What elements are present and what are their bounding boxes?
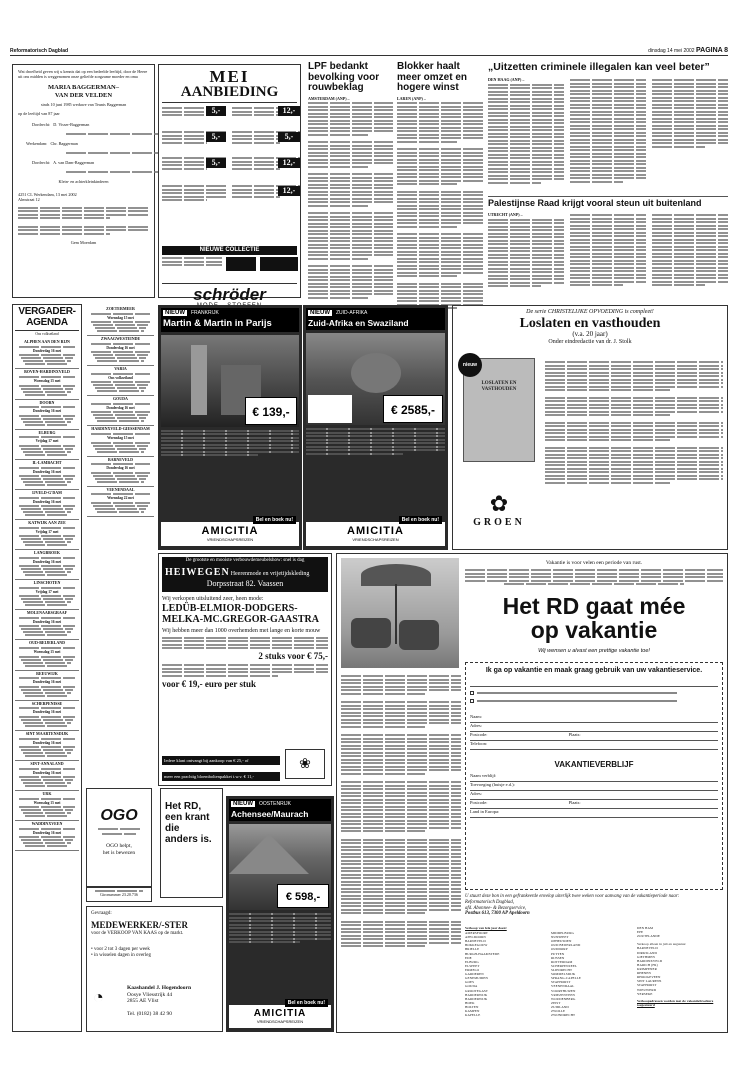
- verkoop-location: APELDOORN: [465, 935, 486, 940]
- verkoop-location: RIJSSEN: [551, 955, 565, 960]
- option-checkbox-1[interactable]: [470, 691, 474, 695]
- agenda-date: Donderdag 16 mei: [32, 499, 62, 504]
- book-cover: LOSLATEN EN VASTHOUDEN nieuw: [463, 358, 535, 462]
- agenda-item: [15, 791, 79, 821]
- verkoop-location: BRIELLE: [465, 947, 480, 952]
- agenda-item: [15, 550, 79, 580]
- agenda-date: Donderdag 16 mei: [32, 740, 62, 745]
- verkoop-location: OPHEUSDEN: [551, 939, 572, 944]
- verkoop-location: ZWIJNDRECHT: [551, 1013, 576, 1018]
- ogo-giro: Gironummer 23.20.736: [86, 886, 152, 902]
- travel-photo: € 598,-: [229, 824, 331, 910]
- verkoop-location: OUD BEIJERLAND: [551, 943, 581, 948]
- date-range-field[interactable]: [470, 679, 718, 687]
- verkoop-location: Verkoop alleen in juli en augustus:: [637, 942, 687, 947]
- agenda-date: Vrijdag 17 mei: [35, 529, 59, 534]
- verkoop-location: VOORTHUIZEN: [551, 988, 576, 993]
- verkoop-location: MIDDELBURG: [551, 931, 574, 935]
- nieuw-badge: nieuw: [458, 353, 482, 377]
- agenda-item: [15, 460, 79, 490]
- verkoop-location: ELBURG: [465, 959, 479, 964]
- agenda-place: REEUWIJK: [36, 670, 58, 676]
- vakantie-ad: Vakantie is voor velen een periode van rust. Het RD gaat mée op vakantie Wij wensen u alvast een prettige vakantie toe! Ik ga op vakantie en maak graag gebruik van uw vakantieservice. Naam: Adres: Postcode: Plaats: Telefoon: VAKANTIEVERBLIJF Naam verblijf: Toevoeging (huisje e.d.): Adres: Postcode: Plaats: Land in Europa: U stuurt deze bon in een gefrankeerde envelop uiterlijk twee weken voor aanvang van de vakantieperiode naar: Reformatorisch Dagblad, afd. Abonnee- & Bezorgservice, Postbus 613, 7300 AP Apeldoorn Verkoop van fele jaar doen! AMERSFOORT APELDOORN BARNEVELD BOKKEGOUW BRIELLE BURGH-HAAMSTEDE EDE ELBURG ELSPEET ERMELO GARDEREN GENEMUIDEN GOES GOUDA GROOTEGAST HARDERWIJK HARDERWIJK HOEK HOLTEN KAMPEN KAPELLE MIDDELBURG NUNSPEET OPHEUSDEN OUD BEIJERLAND OUDDORP PUTTEN RIJSSEN ROTTERDAM SCHERPENZEEL SLIEDRECHT SOMMELSDIJK SPRANG-CAPELLE STAPHORST VEENENDAAL VOORTHUIZEN VRIEZENVEEN WOUDENBERG ZEIST ZUIDLAND ZWOLLE ZWIJNDRECHT DEN HAM EPE ZOUTELANDE Verkoop alleen in juli en augustus: BARNEVELD DIRKSLAND GIETHMEN HARDINXVELD HARICH (FR) KRIMPENER RHENEN RHOOGEVEEN SINT LAURENS STAPHORST WIEUWERD YERSEKE Verkoopadressen worden met de vakantiebrochure toegestuurd: [336, 553, 728, 1033]
- verkoop-location: GOUDA: [465, 984, 478, 989]
- date-page: dinsdag 14 mei 2002 PAGINA 8: [648, 47, 728, 54]
- ogo-logo: OGO: [100, 807, 138, 824]
- agenda-item: [87, 457, 154, 487]
- verkoop-location: HARDINXVELD: [637, 958, 663, 963]
- agenda-place: IJVELD-G'DAM: [32, 489, 62, 495]
- agenda-item: [15, 400, 79, 430]
- verkoop-location: ELSPEET: [465, 963, 480, 968]
- agenda-place: HARDINXVELD-GIESSENDAM: [91, 426, 150, 432]
- verkoop-location: KRIMPENER: [637, 966, 657, 971]
- article-palestijnse-raad: Palestijnse Raad krijgt vooral steun uit buitenland UTRECHT (ANP) –: [488, 196, 728, 300]
- agenda-place: VARIA: [114, 366, 127, 372]
- agenda-place: OUD-BEIJERLAND: [28, 640, 65, 646]
- verkoop-location: EDE: [465, 955, 472, 960]
- amicitia-logo: AMICITIA: [347, 525, 404, 538]
- amicitia-logo: AMICITIA: [201, 525, 259, 538]
- verkoop-location: ZEIST: [551, 1000, 561, 1005]
- travel-photo: € 2585,-: [306, 333, 445, 425]
- agenda-place: BARNEVELD: [107, 456, 134, 462]
- verkoop-location: RHOOGEVEEN: [637, 975, 661, 980]
- verkoop-location: BARNEVELD: [637, 946, 658, 951]
- agenda-item: [87, 487, 154, 517]
- agenda-date: Woensdag 15 mei: [107, 315, 134, 320]
- agenda-item: [15, 490, 79, 520]
- job-ad-kaashandel: Gevraagd: MEDEWERKER/-STER voor de VERKOOP VAN KAAS op de markt. • voor 2 tot 3 dagen per week • in wisselen dagen in overleg ◔ Kaashandel J. Hogendoorn Oosye Vliesstrijk 44 2855 AE Vlist Tel. (0182) 38 42 90: [86, 906, 223, 1032]
- verblijf-address-field[interactable]: Adres:: [470, 791, 718, 800]
- agenda-date: Donderdag 16 mei: [106, 406, 135, 411]
- agenda-item: [15, 520, 79, 550]
- agenda-date: Donderdag 16 mei: [32, 620, 62, 625]
- verkoop-location: HARICH (FR): [637, 962, 658, 967]
- verkoop-location: STAPHORST: [551, 980, 571, 985]
- agenda-item: [15, 821, 79, 851]
- verkoop-location: BURGH-HAAMSTEDE: [465, 951, 500, 956]
- groen-logo: ✿ GROEN: [463, 491, 535, 541]
- agenda-date: Woensdag 15 mei: [33, 800, 61, 805]
- verkoop-location: HARDERWIJK: [465, 996, 488, 1001]
- agenda-item: [15, 731, 79, 761]
- verkoop-location: SOMMELSDIJK: [551, 972, 576, 977]
- agenda-item: [87, 336, 154, 366]
- newspaper-name: Reformatorisch Dagblad: [10, 48, 69, 54]
- verkoop-location: SLIEDRECHT: [551, 967, 573, 972]
- verkoop-location: ZUIDLAND: [551, 1004, 569, 1009]
- verkoop-location: BARNEVELD: [465, 939, 486, 944]
- verkoop-location: VRIEZENVEEN: [551, 992, 575, 997]
- verkoop-location: ROTTERDAM: [551, 959, 573, 964]
- agenda-place: ZWAAGWESTEINDE: [100, 336, 141, 342]
- verblijf-name-field[interactable]: Naam verblijf:: [470, 773, 718, 782]
- agenda-col2: [85, 304, 156, 784]
- verkoop-location: GROOTEGAST: [465, 988, 488, 993]
- agenda-item: [15, 339, 79, 369]
- agenda-date: Donderdag 16 mei: [32, 830, 62, 835]
- phone-field[interactable]: Telefoon:: [470, 741, 718, 750]
- agenda-item: [15, 701, 79, 731]
- agenda-place: SCHERPENISSE: [31, 700, 63, 706]
- agenda-date: Woensdag 15 mei: [33, 379, 61, 384]
- agenda-item: [87, 366, 154, 396]
- tree-icon: ✿: [489, 491, 509, 516]
- article-illegalen: „Uitzetten criminele illegalen kan veel beter” DEN HAAG (ANP) –: [488, 62, 728, 194]
- verkoop-location: NUNSPEET: [551, 935, 569, 940]
- page-header: [10, 46, 728, 56]
- agenda-item: [15, 580, 79, 610]
- flower-icon: ❀: [285, 749, 325, 779]
- verkoop-location: HOEK: [465, 1000, 475, 1005]
- agenda-date: Donderdag 16 mei: [106, 345, 135, 350]
- agenda-date: Ons volkseiland: [108, 376, 133, 381]
- agenda-item: [15, 761, 79, 791]
- verkoop-location: KAPELLE: [465, 1013, 481, 1018]
- verkoop-location: GENEMUIDEN: [465, 976, 488, 981]
- books-ad-loslaten: De serie CHRISTELIJKE OPVOEDING is compleet! Loslaten en vasthouden (v.a. 20 jaar) Onder eindredactie van dr. J. Stolk LOSLATEN EN VASTHOUDEN nieuw ✿ GROEN: [452, 305, 728, 550]
- verkoop-location: RHENEN: [637, 971, 651, 976]
- bel-en-boek-button[interactable]: Bel en boek nu!: [399, 516, 442, 524]
- postcode-field[interactable]: Postcode: Plaats:: [470, 732, 718, 741]
- verkoop-location: SCHERPENZEEL: [551, 963, 578, 968]
- address-field[interactable]: Adres:: [470, 723, 718, 732]
- vakantie-photo: [341, 558, 459, 668]
- agenda-item: [15, 640, 79, 670]
- agenda-place: IL-LAMBACHT: [32, 459, 62, 465]
- verkoop-location: HARDERWIJK: [465, 992, 488, 997]
- agenda-date: Donderdag 16 mei: [106, 466, 135, 471]
- article-blokker: Blokker haalt meer omzet en hogere winst LAREN (ANP) –: [397, 62, 483, 300]
- travel-ad-frankrijk: NIEUW FRANKRIJK Martin & Martin in Parijs € 139,- Bel en boek nu! AMICITIA VRIENDSCHAPSREIZEN: [158, 305, 302, 550]
- agenda-place: VEENENDAAL: [106, 486, 135, 492]
- verkoop-location: ERMELO: [465, 967, 480, 972]
- verkoop-location: HOLTEN: [465, 1004, 479, 1009]
- heiwegen-ad: De grootste en mooiste verbouwdemeubelshow: snel is dag HEIWEGEN Heerenmode en vrijetijdskleding Dorpsstraat 82. Vaassen Wij verkopen uitsluitend zeer, heen mode: LEDÜB-ELMIOR-DODGERS-MELKA-MC.GREGOR-GAASTRA Wij hebben meer dan 1000 overhemden met lange en korte mouw 2 stuks voor € 75,- voor € 19,- euro per stuk Iedere klant ontvangt bij aankoop van € 25,- of meer een prachtig bloemboltenpakket t.w.v. € 11,- ❀: [158, 553, 332, 786]
- agenda-date: Donderdag 16 mei: [32, 680, 62, 685]
- agenda-date: Donderdag 16 mei: [32, 469, 62, 474]
- amicitia-logo: AMICITIA: [253, 1008, 307, 1020]
- agenda-item: [87, 396, 154, 426]
- verkoop-location: WIEUWERD: [637, 987, 657, 992]
- verkoop-location: OUDDORP: [551, 947, 568, 952]
- agenda-item: [15, 671, 79, 701]
- verkoop-location: SPRANG-CAPELLE: [551, 976, 581, 981]
- land-field[interactable]: Land in Europa:: [470, 809, 718, 818]
- verkoop-location: STAPHORST: [637, 983, 657, 988]
- verkoop-location: ZOUTELANDE: [637, 934, 660, 939]
- family-notice: Wat droefheid geven wij u kennis dat op een bedeelde leeftijd, door de Heere uit ons midden is weggenomen onze geliefde zorgzame moeder en oma MARIA BAGGERMAN– VAN DER VELDEN sinds 10 juni 1985 weduwe van Teunis Baggerman op de leeftijd van 87 jaar Dordrecht: D. Visser-Baggerman Werkendam: Chr. Baggerman Dordrecht: A. van Dam-Baggerman Klein- en achterkleinkinderen 4251 CL Werkendam, 13 mei 2002 Almstraat 12 Gem Moerdam: [12, 64, 155, 298]
- agenda-place: SINT-ANNALAND: [30, 760, 64, 766]
- agenda-place: ALPHEN AAN DEN RIJN: [24, 339, 70, 345]
- verkoop-location: KAMPEN: [465, 1009, 480, 1014]
- toevoeging-field[interactable]: Toevoeging (huisje e.d.):: [470, 782, 718, 791]
- ogo-ad: OGO OGO helpt, het is bewezen: [86, 788, 152, 888]
- agenda-place: ELBURG: [38, 429, 56, 435]
- cheese-icon: ◔: [93, 987, 104, 1007]
- verkoop-location: ZWOLLE: [551, 1009, 566, 1014]
- travel-photo: € 139,-: [161, 335, 299, 427]
- agenda-place: URK: [42, 790, 52, 796]
- vergader-agenda: VERGADER-AGENDA Ons volkseiland ALPHEN AAN DEN RIJN Donderdag 16 mei BOVEN-HARDINXVELD Woensdag 15 mei DOORN Donderdag 16 mei ELBURG Vrijdag 17 mei IL-LAMBACHT Donderdag 16 mei IJVELD-G'DAM Donderdag 16 mei KATWIJK AAN ZEE Vrijdag 17 mei LANGBROEK Donderdag 16 mei LINSCHOTEN Vrijdag 17 mei MOLENAARSGRAAF Donderdag 16 mei OUD-BEIJERLAND Woensdag 15 mei REEUWIJK Donderdag 16 mei SCHERPENISSE Donderdag 16 mei SINT MAARTENSDIJK Donderdag 16 mei SINT-ANNALAND Donderdag 16 mei URK Woensdag 15 mei WADDINXVEEN Donderdag 16 mei: [12, 304, 82, 1032]
- option-checkbox-2[interactable]: [470, 699, 474, 703]
- agenda-place: LANGBROEK: [33, 550, 60, 556]
- agenda-date: Woensdag 15 mei: [107, 436, 134, 441]
- verkoop-location: AMERSFOORT: [465, 931, 488, 935]
- mei-aanbieding-ad: MEI AANBIEDING 5,- 5,- 5,- 12,- 5,- 12,- 12,- NIEUWE COLLECTIE schröder: [158, 64, 301, 298]
- bel-en-boek-button[interactable]: Bel en boek nu!: [253, 516, 296, 524]
- agenda-date: Woensdag 15 mei: [33, 650, 61, 655]
- verkoop-location: PUTTEN: [551, 951, 565, 956]
- travel-ad-oostenrijk: NIEUW OOSTENRIJK Achensee/Maurach € 598,- Bel en boek nu! AMICITIA VRIENDSCHAPSREIZEN: [226, 796, 334, 1032]
- verkoop-list: Verkoop van fele jaar doen! AMERSFOORT APELDOORN BARNEVELD BOKKEGOUW BRIELLE BURGH-HAAMSTEDE EDE ELBURG ELSPEET ERMELO GARDEREN GENEMUIDEN GOES GOUDA GROOTEGAST HARDERWIJK HARDERWIJK HOEK HOLTEN KAMPEN KAPELLE MIDDELBURG NUNSPEET OPHEUSDEN OUD BEIJERLAND OUDDORP PUTTEN RIJSSEN ROTTERDAM SCHERPENZEEL SLIEDRECHT SOMMELSDIJK SPRANG-CAPELLE STAPHORST VEENENDAAL VOORTHUIZEN VRIEZENVEEN WOUDENBERG ZEIST ZUIDLAND ZWOLLE ZWIJNDRECHT DEN HAM EPE ZOUTELANDE Verkoop alleen in juli en augustus: BARNEVELD DIRKSLAND GIETHMEN HARDINXVELD HARICH (FR) KRIMPENER RHENEN RHOOGEVEEN SINT LAURENS STAPHORST WIEUWERD YERSEKE Verkoopadressen worden met de vakantiebrochure toegestuurd: [465, 926, 725, 1030]
- agenda-place: LINSCHOTEN: [33, 580, 61, 586]
- verkoop-location: GARDEREN: [465, 972, 484, 977]
- travel-ad-zuid-afrika: NIEUW ZUID-AFRIKA Zuid-Afrika en Swaziland € 2585,- Bel en boek nu! AMICITIA VRIENDSCHAPSREIZEN: [303, 305, 448, 550]
- verkoop-location: DIRKSLAND: [637, 950, 657, 955]
- bel-en-boek-button[interactable]: Bel en boek nu!: [285, 999, 328, 1007]
- verkoop-location: EPE: [637, 930, 644, 935]
- verkoop-location: WOUDENBERG: [551, 996, 576, 1001]
- name-field[interactable]: Naam:: [470, 714, 718, 723]
- schroder-logo: schröder: [162, 283, 297, 303]
- agenda-place: KATWIJK AAN ZEE: [28, 519, 66, 525]
- agenda-date: Donderdag 16 mei: [32, 559, 62, 564]
- agenda-date: Donderdag 16 mei: [32, 409, 62, 414]
- verkoop-location: DEN HAM: [637, 926, 653, 930]
- agenda-place: ZOETERMEER: [106, 306, 135, 311]
- agenda-item: [87, 306, 154, 336]
- agenda-list: [15, 339, 79, 851]
- verkoop-location: BOKKEGOUW: [465, 943, 488, 948]
- agenda-date: Donderdag 16 mei: [32, 710, 62, 715]
- verkoop-location: GOES: [465, 980, 475, 985]
- agenda-date: Vrijdag 17 mei: [35, 589, 59, 594]
- verblijf-postcode-field[interactable]: Postcode: Plaats:: [470, 800, 718, 809]
- agenda-item: [15, 610, 79, 640]
- agenda-item: [15, 430, 79, 460]
- agenda-place: BOVEN-HARDINXVELD: [24, 369, 70, 375]
- agenda-item: [87, 426, 154, 456]
- verkoop-location: GIETHMEN: [637, 954, 656, 959]
- agenda-item: [15, 369, 79, 399]
- agenda-place: WADDINXVEEN: [31, 821, 63, 827]
- agenda-place: DOORN: [39, 399, 55, 405]
- verkoop-location: SINT LAURENS: [637, 979, 662, 984]
- agenda-place: GOUDA: [113, 396, 128, 402]
- agenda-place: SINT MAARTENSDIJK: [25, 730, 69, 736]
- agenda-date: Donderdag 16 mei: [32, 770, 62, 775]
- agenda-date: Donderdag 16 mei: [32, 349, 62, 354]
- verkoop-location: VEENENDAAL: [551, 984, 575, 989]
- agenda-date: Woensdag 22 mei: [107, 496, 134, 501]
- agenda-date: Vrijdag 17 mei: [35, 439, 59, 444]
- vakantie-form: Ik ga op vakantie en maak graag gebruik van uw vakantieservice. Naam: Adres: Postcode: Plaats: Telefoon: VAKANTIEVERBLIJF Naam verblijf: Toevoeging (huisje e.d.): Adres: Postcode: Plaats: Land in Europa:: [465, 662, 723, 890]
- article-lpf: LPF bedankt bevolking voor rouwbeklag AMSTERDAM (ANP) –: [308, 62, 393, 300]
- verkoop-location: YERSEKE: [637, 991, 653, 996]
- het-rd-ad: Het RD, een krant die anders is.: [160, 788, 223, 898]
- verkoop-note: Verkoopadressen worden met de vakantiebrochure toegestuurd: [637, 998, 714, 1007]
- agenda-place: MOLENAARSGRAAF: [26, 610, 68, 616]
